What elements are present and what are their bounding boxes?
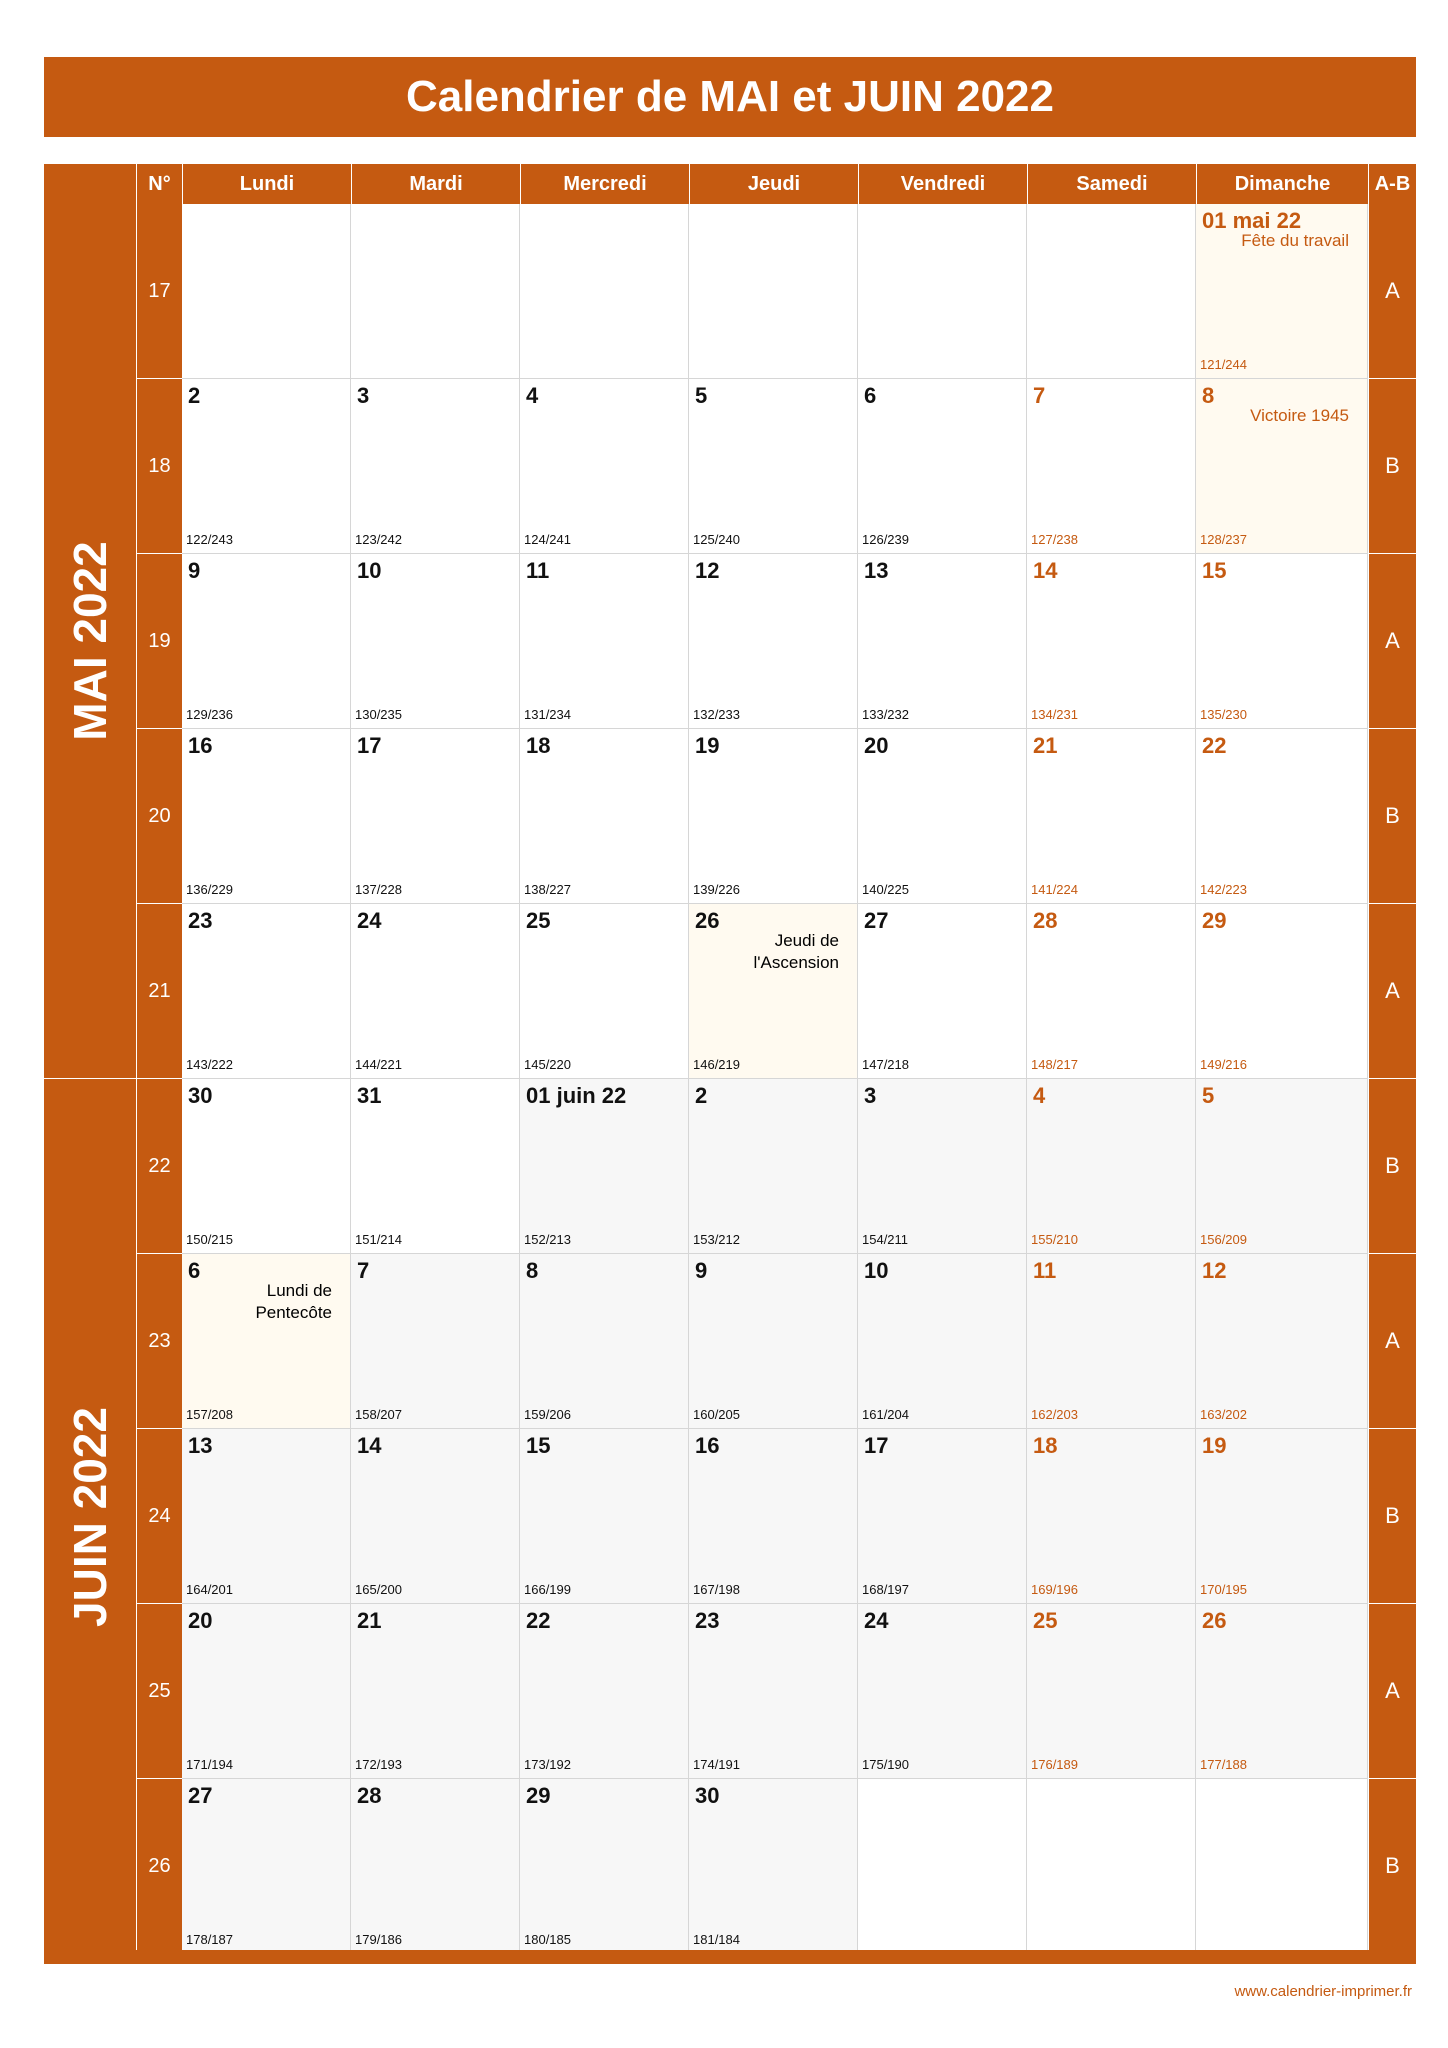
- day-cell-friday: [858, 204, 1027, 379]
- day-cell-wednesday: [520, 554, 689, 729]
- day-number: 15: [1202, 558, 1227, 583]
- week-number: 23: [136, 1254, 182, 1429]
- day-number: 8: [526, 1258, 539, 1283]
- day-number: 14: [1033, 558, 1058, 583]
- day-number: 12: [1202, 1258, 1227, 1283]
- day-of-year: 158/207: [355, 1407, 402, 1422]
- weekday-wednesday: Mercredi: [520, 164, 689, 204]
- day-of-year: 155/210: [1031, 1232, 1078, 1247]
- day-cell-saturday: [1027, 1779, 1196, 1954]
- day-number: 11: [526, 558, 550, 583]
- week-number: 19: [136, 554, 182, 729]
- day-of-year: 133/232: [862, 707, 909, 722]
- day-number: 18: [1033, 1433, 1058, 1458]
- day-number: 4: [526, 383, 539, 408]
- day-cell-thursday: [689, 379, 858, 554]
- day-number: 4: [1033, 1083, 1046, 1108]
- week-number: 18: [136, 379, 182, 554]
- day-cell-saturday: [1027, 204, 1196, 379]
- day-of-year: 130/235: [355, 707, 402, 722]
- day-of-year: 147/218: [862, 1057, 909, 1072]
- day-cell-friday: [858, 1079, 1027, 1254]
- day-number: 16: [695, 1433, 720, 1458]
- month-band-may: [44, 204, 136, 1079]
- day-of-year: 124/241: [524, 532, 571, 547]
- day-of-year: 152/213: [524, 1232, 571, 1247]
- day-cell-monday: [182, 1079, 351, 1254]
- day-of-year: 129/236: [186, 707, 233, 722]
- day-cell-wednesday: [520, 729, 689, 904]
- day-of-year: 140/225: [862, 882, 909, 897]
- day-cell-tuesday: [351, 1779, 520, 1954]
- day-number: 29: [1202, 908, 1227, 933]
- day-of-year: 141/224: [1031, 882, 1078, 897]
- day-number: 10: [357, 558, 382, 583]
- day-number: 3: [357, 383, 370, 408]
- day-of-year: 166/199: [524, 1582, 571, 1597]
- day-cell-sunday: [1196, 1429, 1368, 1604]
- day-number: 12: [695, 558, 720, 583]
- bottom-bar: [44, 1950, 1416, 1964]
- day-cell-friday: [858, 1604, 1027, 1779]
- day-number: 9: [188, 558, 201, 583]
- day-number: 24: [357, 908, 382, 933]
- day-cell-wednesday: [520, 1779, 689, 1954]
- day-of-year: 179/186: [355, 1932, 402, 1947]
- day-cell-saturday: [1027, 1079, 1196, 1254]
- day-cell-friday: [858, 379, 1027, 554]
- week-number: 25: [136, 1604, 182, 1779]
- day-number: 11: [1033, 1258, 1057, 1283]
- day-of-year: 121/244: [1200, 357, 1247, 372]
- day-of-year: 168/197: [862, 1582, 909, 1597]
- day-number: 25: [1033, 1608, 1058, 1633]
- day-cell-tuesday: [351, 1604, 520, 1779]
- day-number: 10: [864, 1258, 889, 1283]
- day-cell-tuesday: [351, 1429, 520, 1604]
- day-cell-sunday: [1196, 204, 1368, 379]
- ab-marker: A: [1368, 204, 1416, 379]
- holiday-label: Fête du travail: [1241, 231, 1349, 250]
- day-cell-monday: [182, 379, 351, 554]
- day-number: 30: [188, 1083, 213, 1108]
- weekday-saturday: Samedi: [1027, 164, 1196, 204]
- day-cell-tuesday: [351, 554, 520, 729]
- day-number: 18: [526, 733, 551, 758]
- day-cell-friday: [858, 1429, 1027, 1604]
- day-of-year: 160/205: [693, 1407, 740, 1422]
- day-number: 5: [695, 383, 708, 408]
- day-of-year: 138/227: [524, 882, 571, 897]
- day-of-year: 164/201: [186, 1582, 233, 1597]
- day-cell-wednesday: [520, 379, 689, 554]
- day-number: 7: [357, 1258, 370, 1283]
- ab-marker: B: [1368, 729, 1416, 904]
- day-cell-thursday: [689, 1079, 858, 1254]
- day-number: 31: [357, 1083, 382, 1108]
- day-of-year: 128/237: [1200, 532, 1247, 547]
- day-cell-sunday: [1196, 1604, 1368, 1779]
- day-number: 5: [1202, 1083, 1215, 1108]
- day-of-year: 122/243: [186, 532, 233, 547]
- day-of-year: 180/185: [524, 1932, 571, 1947]
- day-cell-friday: [858, 1779, 1027, 1954]
- day-of-year: 162/203: [1031, 1407, 1078, 1422]
- day-of-year: 163/202: [1200, 1407, 1247, 1422]
- day-of-year: 175/190: [862, 1757, 909, 1772]
- day-cell-friday: [858, 1254, 1027, 1429]
- day-cell-thursday: [689, 1254, 858, 1429]
- day-cell-monday: [182, 1779, 351, 1954]
- day-number: 9: [695, 1258, 708, 1283]
- day-of-year: 139/226: [693, 882, 740, 897]
- day-of-year: 156/209: [1200, 1232, 1247, 1247]
- day-cell-friday: [858, 554, 1027, 729]
- day-number: 28: [1033, 908, 1058, 933]
- weekday-sunday: Dimanche: [1196, 164, 1368, 204]
- day-cell-monday: [182, 1429, 351, 1604]
- day-number: 29: [526, 1783, 551, 1808]
- day-number: 19: [1202, 1433, 1227, 1458]
- day-cell-wednesday: [520, 1079, 689, 1254]
- day-of-year: 172/193: [355, 1757, 402, 1772]
- day-number: 26: [1202, 1608, 1227, 1633]
- day-of-year: 149/216: [1200, 1057, 1247, 1072]
- day-number: 30: [695, 1783, 720, 1808]
- day-of-year: 178/187: [186, 1932, 233, 1947]
- day-cell-tuesday: [351, 904, 520, 1079]
- day-number: 01 juin 22: [526, 1083, 627, 1108]
- day-number: 21: [1033, 733, 1058, 758]
- day-cell-saturday: [1027, 1254, 1196, 1429]
- day-number: 15: [526, 1433, 551, 1458]
- day-of-year: 131/234: [524, 707, 571, 722]
- holiday-label: Lundi de Pentecôte: [255, 1281, 332, 1322]
- day-number: 24: [864, 1608, 889, 1633]
- day-of-year: 134/231: [1031, 707, 1078, 722]
- day-of-year: 159/206: [524, 1407, 571, 1422]
- day-of-year: 165/200: [355, 1582, 402, 1597]
- ab-marker: A: [1368, 1254, 1416, 1429]
- weekday-header: [44, 164, 1416, 204]
- day-cell-thursday: [689, 1429, 858, 1604]
- day-of-year: 153/212: [693, 1232, 740, 1247]
- day-of-year: 157/208: [186, 1407, 233, 1422]
- day-cell-sunday: [1196, 1079, 1368, 1254]
- day-number: 23: [695, 1608, 720, 1633]
- day-number: 22: [1202, 733, 1227, 758]
- day-number: 14: [357, 1433, 382, 1458]
- weekday-friday: Vendredi: [858, 164, 1027, 204]
- day-cell-monday: [182, 1604, 351, 1779]
- day-number: 23: [188, 908, 213, 933]
- day-number: 22: [526, 1608, 551, 1633]
- month-label-may: MAI 2022: [64, 541, 116, 741]
- day-cell-wednesday: [520, 1604, 689, 1779]
- day-number: 2: [695, 1083, 708, 1108]
- day-of-year: 144/221: [355, 1057, 402, 1072]
- day-of-year: 177/188: [1200, 1757, 1247, 1772]
- day-of-year: 170/195: [1200, 1582, 1247, 1597]
- ab-marker: A: [1368, 554, 1416, 729]
- day-cell-monday: [182, 729, 351, 904]
- day-cell-thursday: [689, 1779, 858, 1954]
- day-number: 19: [695, 733, 720, 758]
- day-number: 6: [188, 1258, 201, 1283]
- day-cell-saturday: [1027, 1604, 1196, 1779]
- day-number: 13: [864, 558, 889, 583]
- day-cell-sunday: [1196, 1254, 1368, 1429]
- day-cell-tuesday: [351, 204, 520, 379]
- week-number: 21: [136, 904, 182, 1079]
- week-number: 20: [136, 729, 182, 904]
- day-of-year: 136/229: [186, 882, 233, 897]
- day-of-year: 169/196: [1031, 1582, 1078, 1597]
- week-number: 22: [136, 1079, 182, 1254]
- day-number: 17: [357, 733, 382, 758]
- day-number: 7: [1033, 383, 1046, 408]
- day-cell-tuesday: [351, 1079, 520, 1254]
- day-cell-thursday: [689, 1604, 858, 1779]
- day-of-year: 126/239: [862, 532, 909, 547]
- day-cell-thursday: [689, 904, 858, 1079]
- week-number: 26: [136, 1779, 182, 1954]
- week-number: 24: [136, 1429, 182, 1604]
- day-of-year: 123/242: [355, 532, 402, 547]
- day-number: 6: [864, 383, 877, 408]
- day-cell-wednesday: [520, 904, 689, 1079]
- day-cell-saturday: [1027, 1429, 1196, 1604]
- day-cell-saturday: [1027, 904, 1196, 1079]
- day-cell-tuesday: [351, 379, 520, 554]
- day-number: 8: [1202, 383, 1215, 408]
- day-cell-wednesday: [520, 1429, 689, 1604]
- day-of-year: 154/211: [862, 1232, 909, 1247]
- day-cell-monday: [182, 554, 351, 729]
- day-number: 28: [357, 1783, 382, 1808]
- day-of-year: 143/222: [186, 1057, 233, 1072]
- day-number: 2: [188, 383, 201, 408]
- day-number: 16: [188, 733, 213, 758]
- day-of-year: 125/240: [693, 532, 740, 547]
- day-cell-wednesday: [520, 1254, 689, 1429]
- day-of-year: 181/184: [693, 1932, 740, 1947]
- weekday-monday: Lundi: [182, 164, 351, 204]
- day-of-year: 148/217: [1031, 1057, 1078, 1072]
- day-cell-saturday: [1027, 554, 1196, 729]
- day-cell-saturday: [1027, 379, 1196, 554]
- day-of-year: 145/220: [524, 1057, 571, 1072]
- day-of-year: 174/191: [693, 1757, 740, 1772]
- day-cell-saturday: [1027, 729, 1196, 904]
- ab-marker: A: [1368, 1604, 1416, 1779]
- day-of-year: 161/204: [862, 1407, 909, 1422]
- day-of-year: 171/194: [186, 1757, 233, 1772]
- day-of-year: 135/230: [1200, 707, 1247, 722]
- day-number: 3: [864, 1083, 877, 1108]
- day-cell-monday: [182, 204, 351, 379]
- day-cell-monday: [182, 904, 351, 1079]
- day-cell-sunday: [1196, 729, 1368, 904]
- day-cell-sunday: [1196, 1779, 1368, 1954]
- day-of-year: 127/238: [1031, 532, 1078, 547]
- day-cell-sunday: [1196, 554, 1368, 729]
- day-cell-monday: [182, 1254, 351, 1429]
- ab-marker: B: [1368, 379, 1416, 554]
- footer-website: www.calendrier-imprimer.fr: [1234, 1983, 1412, 2000]
- ab-header: A-B: [1368, 164, 1416, 204]
- day-number: 17: [864, 1433, 889, 1458]
- month-band-june: [44, 1079, 136, 1954]
- ab-marker: A: [1368, 904, 1416, 1079]
- day-number: 13: [188, 1433, 213, 1458]
- day-of-year: 167/198: [693, 1582, 740, 1597]
- day-cell-thursday: [689, 554, 858, 729]
- day-of-year: 150/215: [186, 1232, 233, 1247]
- day-of-year: 146/219: [693, 1057, 740, 1072]
- day-number: 20: [864, 733, 889, 758]
- day-cell-thursday: [689, 204, 858, 379]
- ab-marker: B: [1368, 1429, 1416, 1604]
- page-title: Calendrier de MAI et JUIN 2022: [44, 57, 1416, 137]
- day-cell-friday: [858, 729, 1027, 904]
- day-cell-sunday: [1196, 904, 1368, 1079]
- day-number: 27: [188, 1783, 213, 1808]
- day-number: 20: [188, 1608, 213, 1633]
- day-cell-tuesday: [351, 729, 520, 904]
- day-of-year: 142/223: [1200, 882, 1247, 897]
- day-cell-thursday: [689, 729, 858, 904]
- week-number: 17: [136, 204, 182, 379]
- day-cell-sunday: [1196, 379, 1368, 554]
- day-cell-wednesday: [520, 204, 689, 379]
- day-number: 25: [526, 908, 551, 933]
- day-of-year: 137/228: [355, 882, 402, 897]
- day-of-year: 151/214: [355, 1232, 402, 1247]
- day-cell-friday: [858, 904, 1027, 1079]
- day-of-year: 132/233: [693, 707, 740, 722]
- day-number: 26: [695, 908, 720, 933]
- day-cell-tuesday: [351, 1254, 520, 1429]
- day-number: 01 mai 22: [1202, 208, 1302, 233]
- holiday-label: Jeudi de l'Ascension: [753, 931, 839, 972]
- ab-marker: B: [1368, 1779, 1416, 1954]
- weekday-tuesday: Mardi: [351, 164, 520, 204]
- week-number-header: N°: [136, 164, 182, 204]
- weekday-thursday: Jeudi: [689, 164, 858, 204]
- day-of-year: 176/189: [1031, 1757, 1078, 1772]
- day-number: 21: [357, 1608, 382, 1633]
- holiday-label: Victoire 1945: [1250, 406, 1349, 425]
- ab-marker: B: [1368, 1079, 1416, 1254]
- day-of-year: 173/192: [524, 1757, 571, 1772]
- month-label-june: JUIN 2022: [64, 1407, 116, 1627]
- day-number: 27: [864, 908, 889, 933]
